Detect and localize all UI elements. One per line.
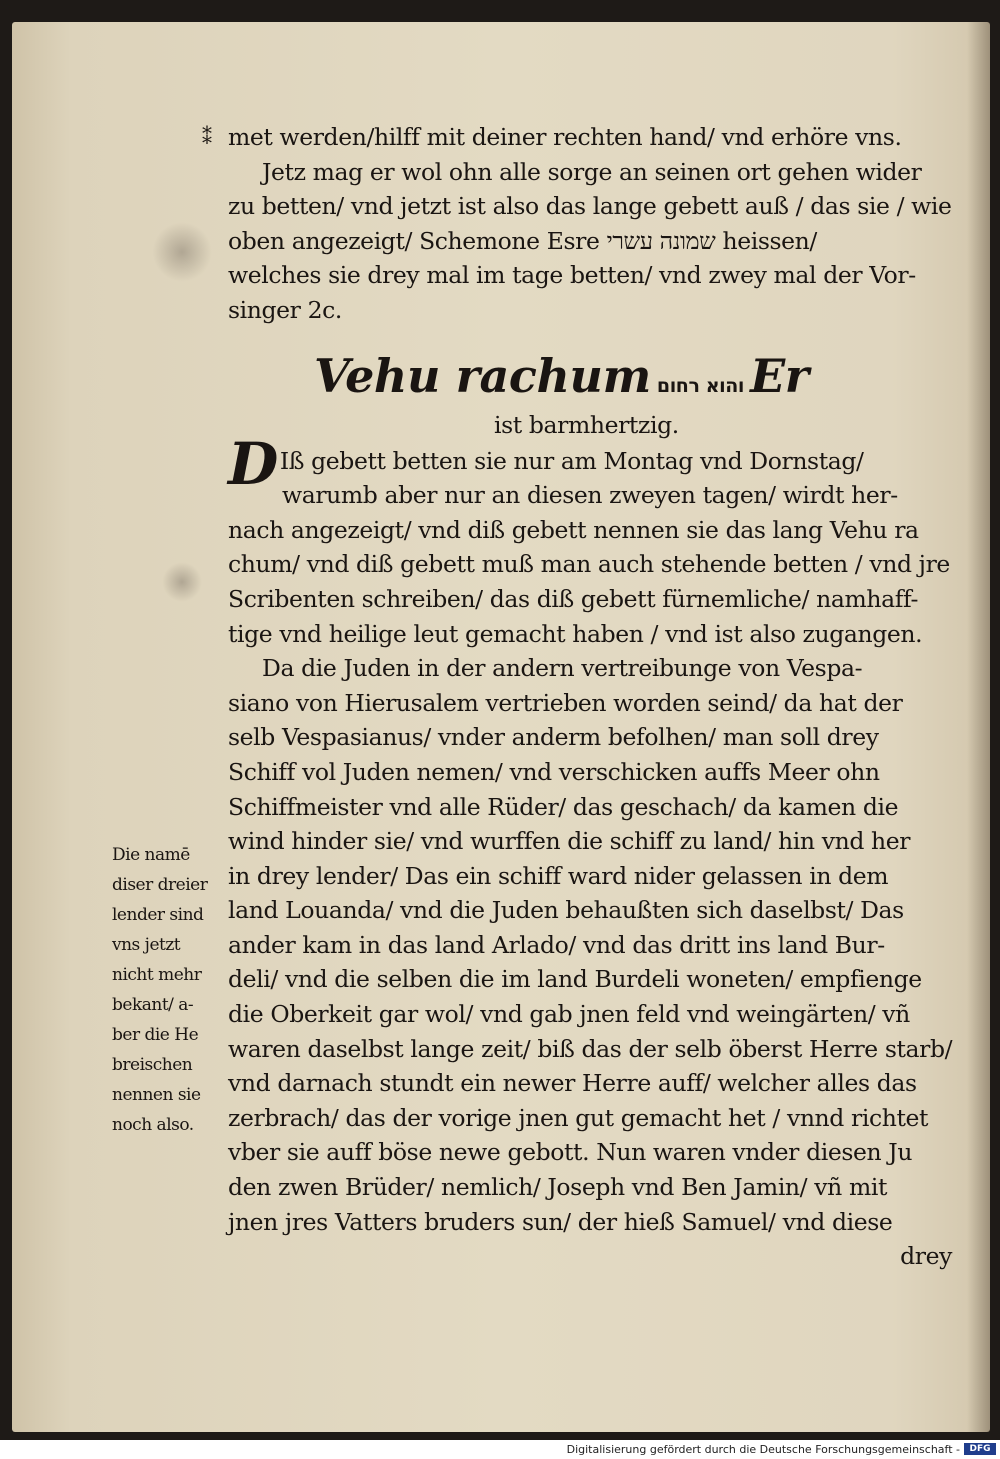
page-fold-shadow — [967, 22, 990, 1432]
text-line: zerbrach/ das der vorige jnen gut gemacht het / vnnd richtet — [228, 1103, 929, 1132]
text-line: singer 2c. — [228, 295, 342, 324]
catchword: drey — [900, 1242, 952, 1271]
text-line: Schiff vol Juden nemen/ vnd verschicken auffs Meer ohn — [228, 757, 880, 786]
text-line: Da die Juden in der andern vertreibunge von Vespa- — [262, 654, 863, 683]
drop-cap: D — [228, 429, 278, 498]
text-line: ⁑ met werden/hilff mit deiner rechten hand/ vnd erhöre vns. — [228, 120, 968, 155]
text-line: Schiffmeister vnd alle Rüder/ das geschach/ da kamen die — [228, 792, 899, 821]
heading-title: Vehu rachum — [314, 348, 651, 403]
marginal-note — [112, 840, 234, 1140]
text-line: zu betten/ vnd jetzt ist also das lange gebett auß / das sie / wie — [228, 192, 952, 221]
heading-hebrew: והוא רחום — [656, 374, 745, 397]
text-line: Scribenten schreiben/ das diß gebett fürnemliche/ namhaff- — [228, 584, 918, 613]
ink-smudge — [152, 222, 212, 282]
margin-note-line: diser dreier — [112, 875, 208, 895]
margin-note-line: breischen — [112, 1055, 193, 1075]
margin-note-line: nennen sie — [112, 1085, 201, 1105]
text-line: jnen jres Vatters bruders sun/ der hieß Samuel/ vnd diese — [228, 1207, 893, 1236]
text-line: selb Vespasianus/ vnder anderm befolhen/ man soll drey — [228, 723, 879, 752]
text-line: warumb aber nur an diesen zweyen tagen/ wirdt her- — [282, 481, 898, 510]
text-line: tige vnd heilige leut gemacht haben / vnd ist also zugangen. — [228, 619, 923, 648]
text-line: vber sie auff böse newe gebott. Nun waren vnder diesen Ju — [228, 1138, 913, 1167]
text-line: waren daselbst lange zeit/ biß das der selb öberst Herre starb/ — [228, 1034, 953, 1063]
text-line: oben angezeigt/ Schemone Esre שמונה עשרי heissen/ — [228, 226, 817, 255]
text-line: land Louanda/ vnd die Juden behaußten sich daselbst/ Das — [228, 896, 904, 925]
page-marker: ⁑ — [202, 125, 212, 149]
text-line: vnd darnach stundt ein newer Herre auff/ welcher alles das — [228, 1069, 917, 1098]
text-line: welches sie drey mal im tage betten/ vnd zwey mal der Vor- — [228, 261, 916, 290]
footer-bar — [0, 1440, 1000, 1459]
margin-note-line: nicht mehr — [112, 965, 202, 985]
margin-note-line: bekant/ a- — [112, 995, 194, 1015]
text-line: deli/ vnd die selben die im land Burdeli woneten/ empfienge — [228, 965, 922, 994]
text-line: chum/ vnd diß gebett muß man auch stehende betten / vnd jre — [228, 550, 950, 579]
funding-notice: Digitalisierung gefördert durch die Deutsche Forschungsgemeinschaft - — [566, 1443, 960, 1456]
heading-subtitle: ist barmhertzig. — [494, 410, 679, 439]
margin-note-line: vns jetzt — [112, 935, 181, 955]
section-heading — [228, 330, 968, 406]
ink-smudge — [162, 562, 202, 602]
text-line: ander kam in das land Arlado/ vnd das dritt ins land Bur- — [228, 930, 885, 959]
text-line: nach angezeigt/ vnd diß gebett nennen sie das lang Vehu ra — [228, 515, 919, 544]
heading-word-after: Er — [750, 348, 809, 403]
text-line: wind hinder sie/ vnd wurffen die schiff zu land/ hin vnd her — [228, 827, 911, 856]
margin-note-line: noch also. — [112, 1115, 194, 1135]
text-line: Jetz mag er wol ohn alle sorge an seinen ort gehen wider — [262, 157, 922, 186]
text-line: den zwen Brüder/ nemlich/ Joseph vnd Ben Jamin/ vñ mit — [228, 1173, 887, 1202]
text-line: in drey lender/ Das ein schiff ward nider gelassen in dem — [228, 861, 889, 890]
dfg-logo: DFG — [964, 1443, 996, 1455]
text-line: DIß gebett betten sie nur am Montag vnd Dornstag/ — [228, 429, 864, 498]
page-body — [202, 120, 968, 1274]
margin-note-line: Die namē — [112, 845, 190, 865]
text-line: die Oberkeit gar wol/ vnd gab jnen feld vnd weingärten/ vñ — [228, 1000, 910, 1029]
margin-note-line: ber die He — [112, 1025, 199, 1045]
text-line: siano von Hierusalem vertrieben worden seind/ da hat der — [228, 688, 903, 717]
margin-note-line: lender sind — [112, 905, 204, 925]
